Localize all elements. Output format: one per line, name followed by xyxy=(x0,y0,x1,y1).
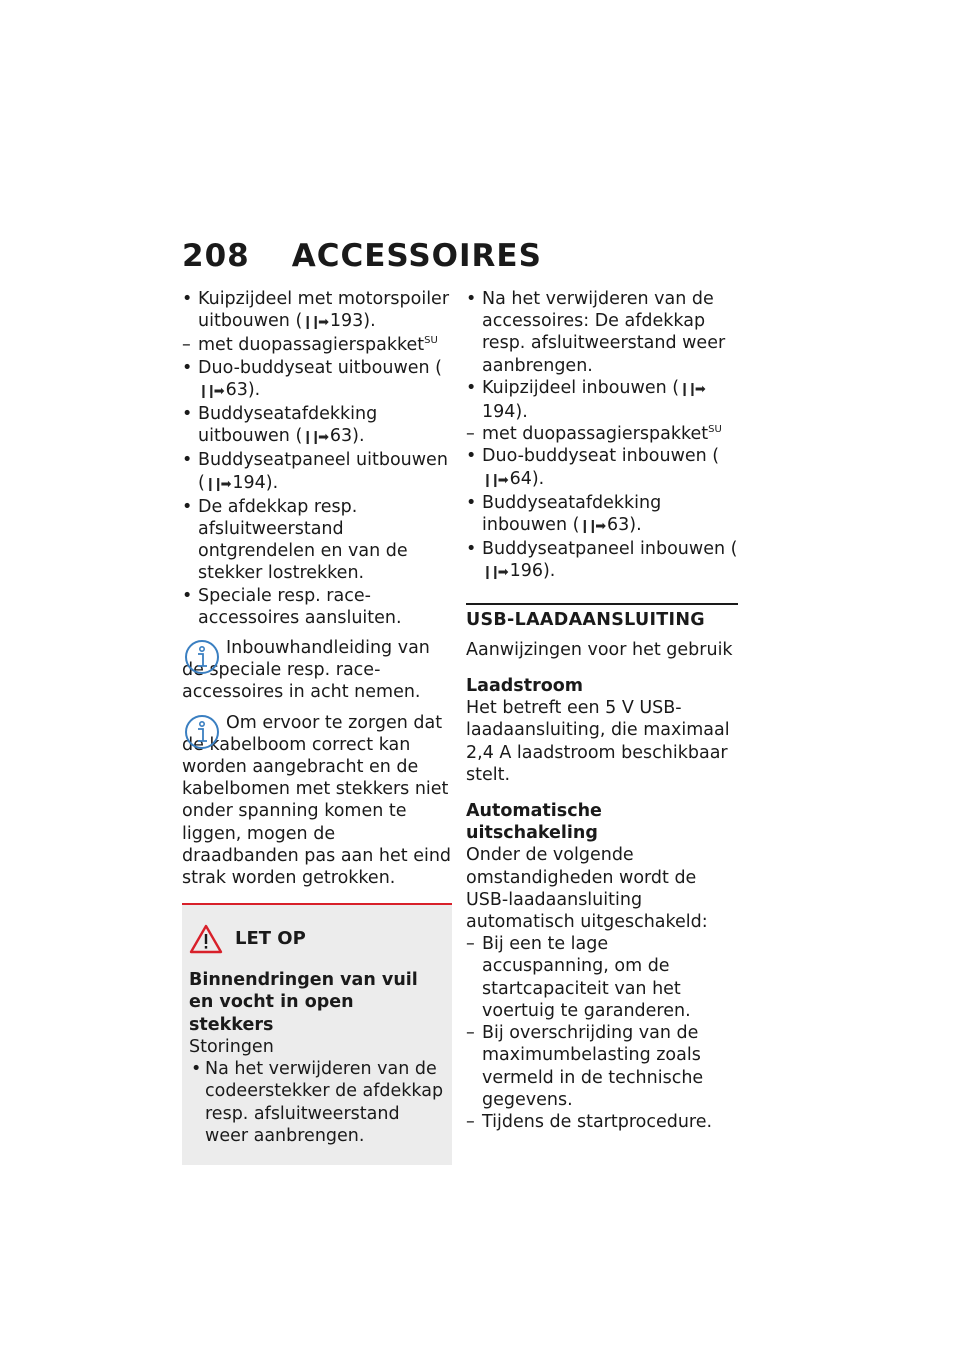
step-text: Speciale resp. race-accessoires aansluiten. xyxy=(198,585,402,628)
step-item: • Buddyseatpaneel uitbouwen (❙❙➡ 194). xyxy=(182,449,452,495)
info-note-1 xyxy=(182,637,452,704)
condition-item: – met duopassagierspakket$^{SU}$ xyxy=(466,424,722,445)
page-reference-arrow-icon: ❙❙➡ xyxy=(679,381,703,397)
warning-header xyxy=(189,919,444,959)
laadstroom-text: Het betreft een 5 V USB-laadaansluiting, die maximaal 2,4 A laadstroom beschikbaar stelt. xyxy=(466,698,730,785)
section-title: USB-LAADAANSLUITING xyxy=(466,609,705,630)
right-column xyxy=(466,288,738,1133)
laadstroom-heading: Laadstroom xyxy=(466,676,583,697)
usage-intro: Aanwijzingen voor het gebruik xyxy=(466,639,733,660)
step-text: Buddyseatafdekking inbouwen ( xyxy=(482,492,662,536)
right-step-list xyxy=(466,288,738,585)
su-superscript: SU xyxy=(708,424,722,436)
page-number: 208 xyxy=(182,238,250,274)
page-reference-link[interactable]: 63 xyxy=(324,426,353,447)
step-item: • Duo-buddyseat inbouwen (❙❙➡ 64). xyxy=(466,445,738,491)
step-text: met duopassagierspakket xyxy=(198,335,425,356)
step-item: • Kuipzijdeel met motorspoiler uitbouwen (❙❙➡ 193). xyxy=(182,288,452,334)
warning-bullet-text: Na het verwijderen van de codeerstekker de afdekkap resp. afsluitweerstand weer aanbrengen. xyxy=(205,1059,444,1146)
step-text: Na het verwijderen van de accessoires: De afdekkap resp. afsluitweerstand weer aanbrengen. xyxy=(482,289,726,376)
page-reference-link[interactable]: 64 xyxy=(504,468,532,489)
page-header xyxy=(182,238,742,274)
page-reference-link[interactable]: 63 xyxy=(220,379,248,400)
warning-heading: Binnendringen van vuil en vocht in open stekkers xyxy=(189,970,418,1035)
warning-box xyxy=(182,905,452,1165)
step-item: • Kuipzijdeel inbouwen (❙❙➡ 194). xyxy=(466,377,703,423)
step-text: Buddyseatpaneel inbouwen ( xyxy=(482,539,738,560)
page-reference-link[interactable]: 63 xyxy=(601,515,630,536)
left-column xyxy=(182,288,452,1165)
page-reference-link[interactable]: 194 xyxy=(226,472,266,493)
info-note-2-text: Om ervoor te zorgen dat de kabelboom correct kan worden aangebracht en de kabelbomen met stekkers niet onder spanning komen te liggen, mogen de draadbanden pas aan het eind strak worden getrokken. xyxy=(182,712,452,889)
auto-shutoff-heading: Automatische uitschakeling xyxy=(466,801,602,844)
warning-triangle-icon xyxy=(189,923,223,955)
left-step-list xyxy=(182,288,452,629)
su-superscript: SU xyxy=(424,335,438,347)
step-item: • Na het verwijderen van de accessoires: De afdekkap resp. afsluitweerstand weer aanbrengen. xyxy=(466,289,726,376)
info-note-1-text: Inbouwhandleiding van de speciale resp. race-accessoires in acht nemen. xyxy=(182,638,430,703)
step-item: • Buddyseatafdekking uitbouwen (❙❙➡ 63). xyxy=(182,403,452,449)
page-reference-arrow-icon: ❙❙➡ xyxy=(204,476,229,492)
warning-title: LET OP xyxy=(235,928,306,950)
step-text: Duo-buddyseat inbouwen ( xyxy=(482,446,720,467)
step-text: De afdekkap resp. afsluitweerstand ontgrendelen en van de stekker lostrekken. xyxy=(198,496,408,584)
step-item: • Speciale resp. race-accessoires aansluiten. xyxy=(182,585,402,628)
step-item: • Buddyseatafdekking inbouwen (❙❙➡ 63). xyxy=(466,492,738,538)
condition-item: – met duopassagierspakket$^{SU}$ xyxy=(182,335,438,356)
auto-shutoff-text: Onder de volgende omstandigheden wordt de USB-laadaansluiting automatisch uitgeschakeld: xyxy=(466,845,708,933)
warning-bullet: • Na het verwijderen van de codeerstekker de afdekkap resp. afsluitweerstand weer aanbrengen. xyxy=(191,1059,444,1146)
page-reference-arrow-icon: ❙❙➡ xyxy=(302,315,326,331)
auto-shutoff-item: – Tijdens de startprocedure. xyxy=(466,1111,713,1132)
step-text: Buddyseatpaneel uitbouwen ( xyxy=(198,450,448,493)
page-reference-arrow-icon: ❙❙➡ xyxy=(579,519,604,535)
page-reference-arrow-icon: ❙❙➡ xyxy=(198,383,222,399)
warning-consequence: Storingen xyxy=(189,1036,274,1057)
info-note-2 xyxy=(182,712,452,890)
auto-shutoff-list xyxy=(466,933,738,1133)
auto-shutoff-item: – Bij een te lage accuspanning, om de startcapaciteit van het voertuig te garanderen. xyxy=(466,934,691,1021)
page-reference-link[interactable]: 196 xyxy=(504,561,543,582)
info-icon xyxy=(184,714,220,750)
page-reference-link[interactable]: 193 xyxy=(324,311,364,332)
step-text: Kuipzijdeel met motorspoiler uitbouwen ( xyxy=(198,289,450,332)
step-item: • De afdekkap resp. afsluitweerstand ontgrendelen en van de stekker lostrekken. xyxy=(182,496,408,584)
step-item: • Duo-buddyseat uitbouwen (❙❙➡ 63). xyxy=(182,357,452,403)
section-rule xyxy=(466,603,738,605)
page-reference-arrow-icon: ❙❙➡ xyxy=(302,430,326,446)
step-text: Buddyseatafdekking uitbouwen ( xyxy=(198,404,378,447)
step-item: • Buddyseatpaneel inbouwen (❙❙➡ 196). xyxy=(466,538,738,584)
page-reference-arrow-icon: ❙❙➡ xyxy=(482,472,506,488)
auto-shutoff-item: – Bij overschrijding van de maximumbelasting zoals vermeld in de technische gegevens. xyxy=(466,1023,704,1110)
page-title: ACCESSOIRES xyxy=(291,238,542,274)
step-text: met duopassagierspakket xyxy=(482,424,709,445)
info-icon xyxy=(184,639,220,675)
step-text: Duo-buddyseat uitbouwen ( xyxy=(198,357,443,378)
page-reference-arrow-icon: ❙❙➡ xyxy=(482,565,506,581)
step-text: Kuipzijdeel inbouwen ( xyxy=(482,377,680,398)
page-reference-link[interactable]: 194 xyxy=(482,402,516,423)
